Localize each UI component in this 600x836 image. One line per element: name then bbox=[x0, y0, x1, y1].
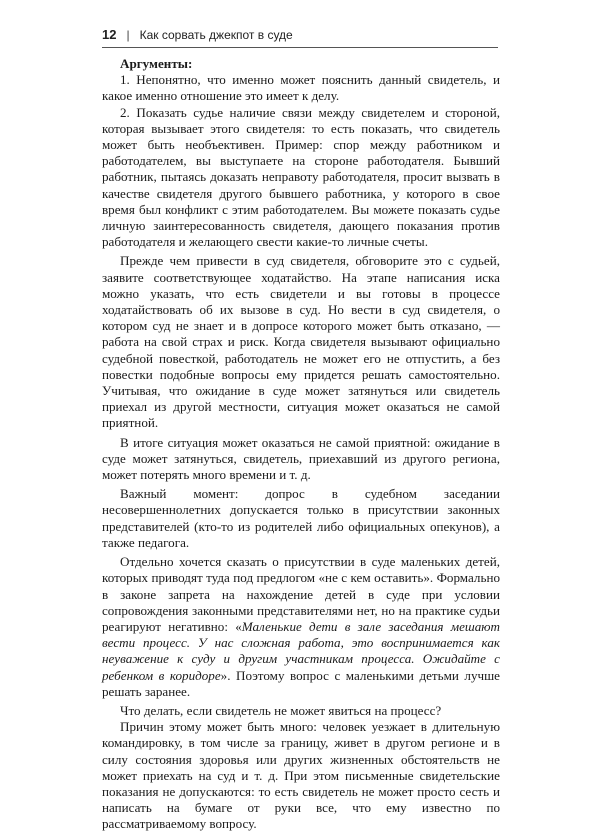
paragraph-3: Прежде чем привести в суд свидетеля, обговорите это с судьей, заявите соответствующее ходатайство. На этапе написания иска можно указать, что есть свидетели и вы готовы в процессе ходатайствовать об их вызове в суд. Но вести в суд свидетеля, о котором суд не знает и в допросе которого может быть отказано, — работа на свой страх и риск. Когда свидетеля вызывают официально судебной повесткой, работодатель не может его не отпустить, а без повестки подобные вопросы ему придется решать самостоятельно. Учитывая, что ожидание в суде может затянуться или свидетель приехал из другой местности, ситуация может оказаться не самой приятной. bbox=[102, 253, 500, 431]
paragraph-6-quote: Маленькие дети в зале заседания мешают вести процесс. У нас сложная работа, это воспринимается как неуважение к суду и другим участникам процесса. Ожидайте с ребенком в коридоре bbox=[102, 618, 500, 683]
paragraph-8: Причин этому может быть много: человек уезжает в длительную командировку, в том числе за границу, живет в другом регионе и в силу состояния здоровья или других жизненных обстоятельств не может приехать на суд и т. д. При этом письменные свидетельские показания не допускаются: то есть свидетель не может просто сесть и написать на бумаге от руки все, что ему известно по рассматриваемому вопросу. bbox=[102, 719, 500, 832]
book-title: Как сорвать джекпот в суде bbox=[139, 28, 293, 42]
paragraph-6-end: ». Поэтому вопрос с маленькими детьми лучше решать заранее. bbox=[102, 667, 500, 699]
running-header bbox=[102, 27, 498, 48]
arguments-heading: Аргументы: bbox=[120, 56, 193, 71]
paragraph-2: 2. Показать судье наличие связи между свидетелем и стороной, которая вызывает этого свидетеля: то есть показать, что свидетель может быть необъективен. Пример: спор между работником и работодателем, вы выступаете на стороне работодателя. Бывший работник, пытаясь доказать неправоту работодателя, просит вызвать в качестве свидетеля другого бывшего работника, у которого в свое время был конфликт с этим работодателем. Вы можете показать судье личную заинтересованность свидетеля, дающего показания против работодателя и желающего свести какие-то личные счеты. bbox=[102, 104, 500, 250]
body-text bbox=[102, 56, 500, 836]
page-number: 12 bbox=[102, 27, 117, 42]
header-separator: | bbox=[126, 28, 130, 42]
paragraph-7: Что делать, если свидетель не может явиться на процесс? bbox=[120, 702, 442, 718]
paragraph-5: Важный момент: допрос в судебном заседании несовершеннолетних допускается только в присутствии законных представителей (кто-то из родителей либо официальных опекунов), а также педагога. bbox=[102, 486, 500, 550]
paragraph-6-start: Отдельно хочется сказать о присутствии в суде маленьких детей, которых приводят туда под предлогом «не с кем оставить». Формально в законе запрета на нахождение детей в суде при условии сопровождения законными представителями нет, но на практике судьи реагируют негативно: « bbox=[102, 554, 500, 634]
paragraph-1: 1. Непонятно, что именно может пояснить данный свидетель, и какое именно отношение это имеет к делу. bbox=[102, 72, 500, 104]
paragraph-6 bbox=[102, 554, 500, 700]
paragraph-4: В итоге ситуация может оказаться не самой приятной: ожидание в суде может затянуться, свидетель, приехавший из другого региона, может потерять много времени и т. д. bbox=[102, 434, 500, 483]
